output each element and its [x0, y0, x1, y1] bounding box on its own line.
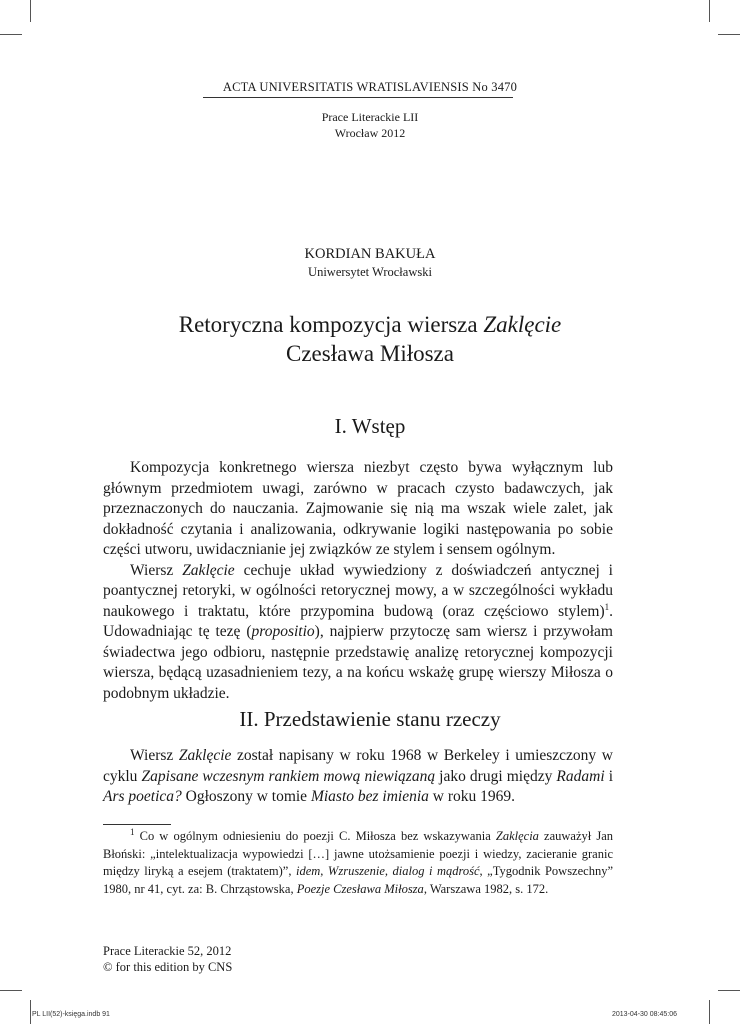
- footnote-number: 1: [130, 826, 135, 837]
- imprint-line2: © for this edition by CNS: [103, 960, 233, 974]
- crop-mark: [30, 0, 31, 22]
- title-line2: Czesława Miłosza: [286, 341, 454, 366]
- article-title: [0, 310, 740, 368]
- series-header: ACTA UNIVERSITATIS WRATISLAVIENSIS No 3470: [222, 80, 518, 94]
- state-body: [103, 746, 613, 808]
- journal-name: Prace Literackie LII: [321, 110, 419, 124]
- intro-body: [103, 458, 613, 704]
- crop-mark: [0, 34, 22, 35]
- slug-left: PL LII(52)-księga.indb 91: [32, 1011, 110, 1018]
- footnote: [103, 828, 613, 898]
- imprint-line1: Prace Literackie 52, 2012: [103, 944, 232, 958]
- author-name: KORDIAN BAKUŁA: [304, 246, 436, 262]
- author-affiliation: Uniwersytet Wrocławski: [308, 265, 432, 279]
- crop-mark: [718, 990, 740, 991]
- paragraph: Wiersz Zaklęcie cechuje układ wywiedziony z doświadczeń antycznej i poantycznej retoryki, w ogólności retorycznej mowy, a w szczególności wykładu naukowego i traktatu, które przypomina budową (oraz częściowo stylem)$^1$. Udowadniając tę tezę (propositio), najpierw przytoczę sam wiersz i przywołam świadectwa jego odbioru, następnie przedstawię analizę retorycznej kompozycji wiersza, będącą uzasadnieniem tezy, a na końcu wskażę grupę wierszy Miłosza o podobnym układzie.: [103, 561, 613, 702]
- header-rule: [203, 97, 513, 98]
- footnote-rule: [103, 824, 171, 825]
- crop-mark: [709, 0, 710, 22]
- imprint: [103, 943, 232, 975]
- place-year: Wrocław 2012: [334, 126, 406, 140]
- crop-mark: [0, 990, 22, 991]
- footnote-ref[interactable]: 1: [604, 601, 610, 612]
- crop-mark: [709, 1000, 710, 1024]
- crop-mark: [30, 1000, 31, 1024]
- title-line1-italic: Zaklęcie: [483, 312, 562, 337]
- paragraph: Kompozycja konkretnego wiersza niezbyt często bywa wyłącznym lub głównym przedmiotem uwagi, zarówno w pracach czysto badawczych, jak przeznaczonych do nauczania. Zajmowanie się nią ma wszak wiele zalet, jak dokładność czytania i analizowania, odkrywanie logiki następowania po sobie części utworu, uwidacznianie jej związków ze stylem i sensem ogólnym.: [103, 459, 613, 558]
- footnote-text: $^1$ Co w ogólnym odniesieniu do poezji C. Miłosza bez wskazywania Zaklęcia zauważył Jan Błoński: „intelektualizacja wypowiedzi […] jawne utożsamienie poezji i wiedzy, zacieranie granic między liryką a esejem (traktatem)”, idem, Wzruszenie, dialog i mądrość, „Tygodnik Powszechny” 1980, nr 41, cyt. za: B. Chrząstowska, Poezje Czesława Miłosza, Warszawa 1982, s. 172.: [103, 826, 613, 896]
- slug-right: 2013-04-30 08:45:06: [612, 1011, 677, 1018]
- crop-mark: [718, 34, 740, 35]
- section-heading-intro: I. Wstęp: [334, 414, 406, 438]
- paragraph: Wiersz Zaklęcie został napisany w roku 1968 w Berkeley i umieszczony w cyklu Zapisane wczesnym rankiem mową niewiązaną jako drugi między Radami i Ars poetica? Ogłoszony w tomie Miasto bez imienia w roku 1969.: [103, 747, 614, 805]
- title-line1-prefix: Retoryczna kompozycja wiersza: [178, 312, 484, 337]
- section-heading-state: II. Przedstawienie stanu rzeczy: [239, 707, 501, 731]
